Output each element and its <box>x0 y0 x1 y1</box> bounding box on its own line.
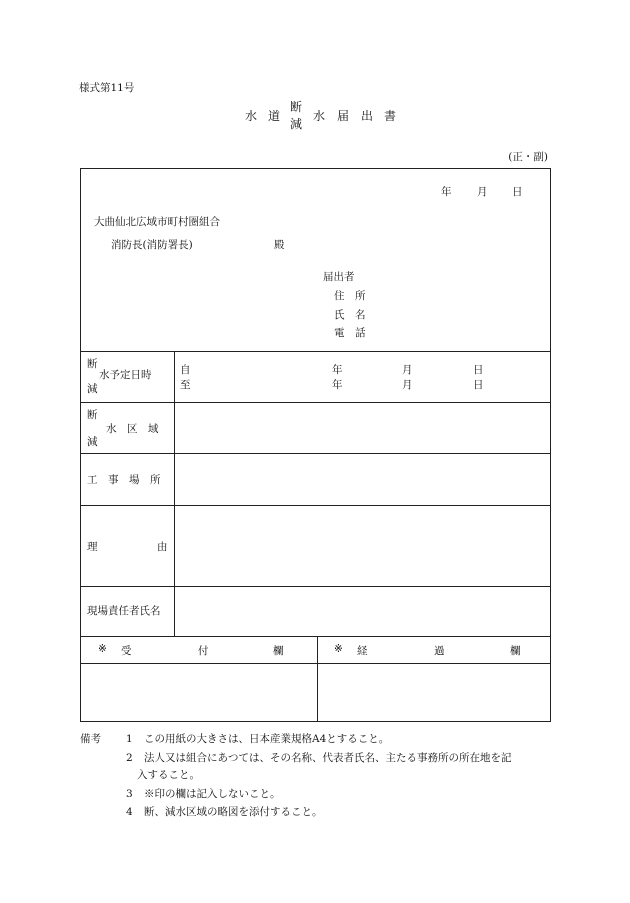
title-char: 出 <box>361 109 374 123</box>
title-stacked-top: 断 <box>290 100 303 114</box>
addressee-honorific: 殿 <box>274 239 285 251</box>
divider <box>81 453 550 454</box>
schedule-to-day: 日 <box>473 379 484 391</box>
reason-label-b: 由 <box>157 541 168 553</box>
site-label: 工 事 場 所 <box>87 474 161 486</box>
reception-divider <box>317 636 318 721</box>
date-month: 月 <box>477 186 488 198</box>
date-day: 日 <box>512 186 523 198</box>
schedule-from-year: 年 <box>332 364 343 376</box>
title-stacked-bottom: 減 <box>290 117 303 131</box>
form-number: 様式第11号 <box>79 82 135 94</box>
title-char: 水 <box>313 109 326 123</box>
applicant-phone-label: 電 話 <box>334 327 366 339</box>
title-char: 水 <box>245 109 258 123</box>
area-label-main: 水 区 域 <box>106 423 159 435</box>
schedule-label-main: 水予定日時 <box>99 369 152 381</box>
area-label-top: 断 <box>87 409 98 421</box>
supervisor-label: 現場責任者氏名 <box>87 605 161 617</box>
copy-type-label: (正・副) <box>508 151 548 163</box>
title-char: 届 <box>337 109 350 123</box>
schedule-from-label: 自 <box>180 364 191 376</box>
divider <box>81 663 550 664</box>
schedule-label-top: 断 <box>87 358 98 370</box>
divider <box>81 402 550 403</box>
note-number: 3 <box>126 788 133 800</box>
title-char: 書 <box>384 109 397 123</box>
schedule-from-day: 日 <box>473 364 484 376</box>
divider <box>81 586 550 587</box>
applicant-name-label: 氏 名 <box>334 309 366 321</box>
date-year: 年 <box>441 186 452 198</box>
divider <box>81 636 550 637</box>
schedule-to-year: 年 <box>332 379 343 391</box>
document-title <box>0 97 630 131</box>
progress-mark: ※ <box>334 643 343 655</box>
note-number: 1 <box>126 733 133 745</box>
addressee-official: 消防長(消防署長) <box>111 239 193 251</box>
addressee-org: 大曲仙北広域市町村圏組合 <box>94 216 220 228</box>
received-mark: ※ <box>98 643 107 655</box>
notes-label: 備考 <box>80 733 101 745</box>
label-column-divider <box>174 351 175 636</box>
note-text: この用紙の大きさは、日本産業規格A4とすること。 <box>144 733 390 745</box>
received-char: 受 <box>121 645 132 657</box>
note-text-continued: 入すること。 <box>137 769 200 781</box>
note-number: 2 <box>126 752 133 764</box>
divider <box>81 505 550 506</box>
received-char: 付 <box>198 645 209 657</box>
note-text: 断、減水区域の略図を添付すること。 <box>144 806 323 818</box>
divider <box>81 351 550 352</box>
note-number: 4 <box>126 806 133 818</box>
schedule-from-month: 月 <box>402 364 413 376</box>
schedule-to-month: 月 <box>402 379 413 391</box>
form-frame <box>80 168 551 722</box>
progress-char: 過 <box>434 645 445 657</box>
area-label-bottom: 減 <box>87 436 98 448</box>
received-char: 欄 <box>273 645 284 657</box>
title-char: 道 <box>268 109 281 123</box>
applicant-address-label: 住 所 <box>334 290 366 302</box>
progress-char: 経 <box>357 645 368 657</box>
progress-char: 欄 <box>510 645 521 657</box>
note-text: 法人又は組合にあつては、その名称、代表者氏名、主たる事務所の所在地を記 <box>144 752 512 764</box>
reason-label-a: 理 <box>87 541 98 553</box>
schedule-label-bottom: 減 <box>87 383 98 395</box>
schedule-to-label: 至 <box>180 379 191 391</box>
applicant-heading: 届出者 <box>323 271 355 283</box>
note-text: ※印の欄は記入しないこと。 <box>144 788 281 800</box>
